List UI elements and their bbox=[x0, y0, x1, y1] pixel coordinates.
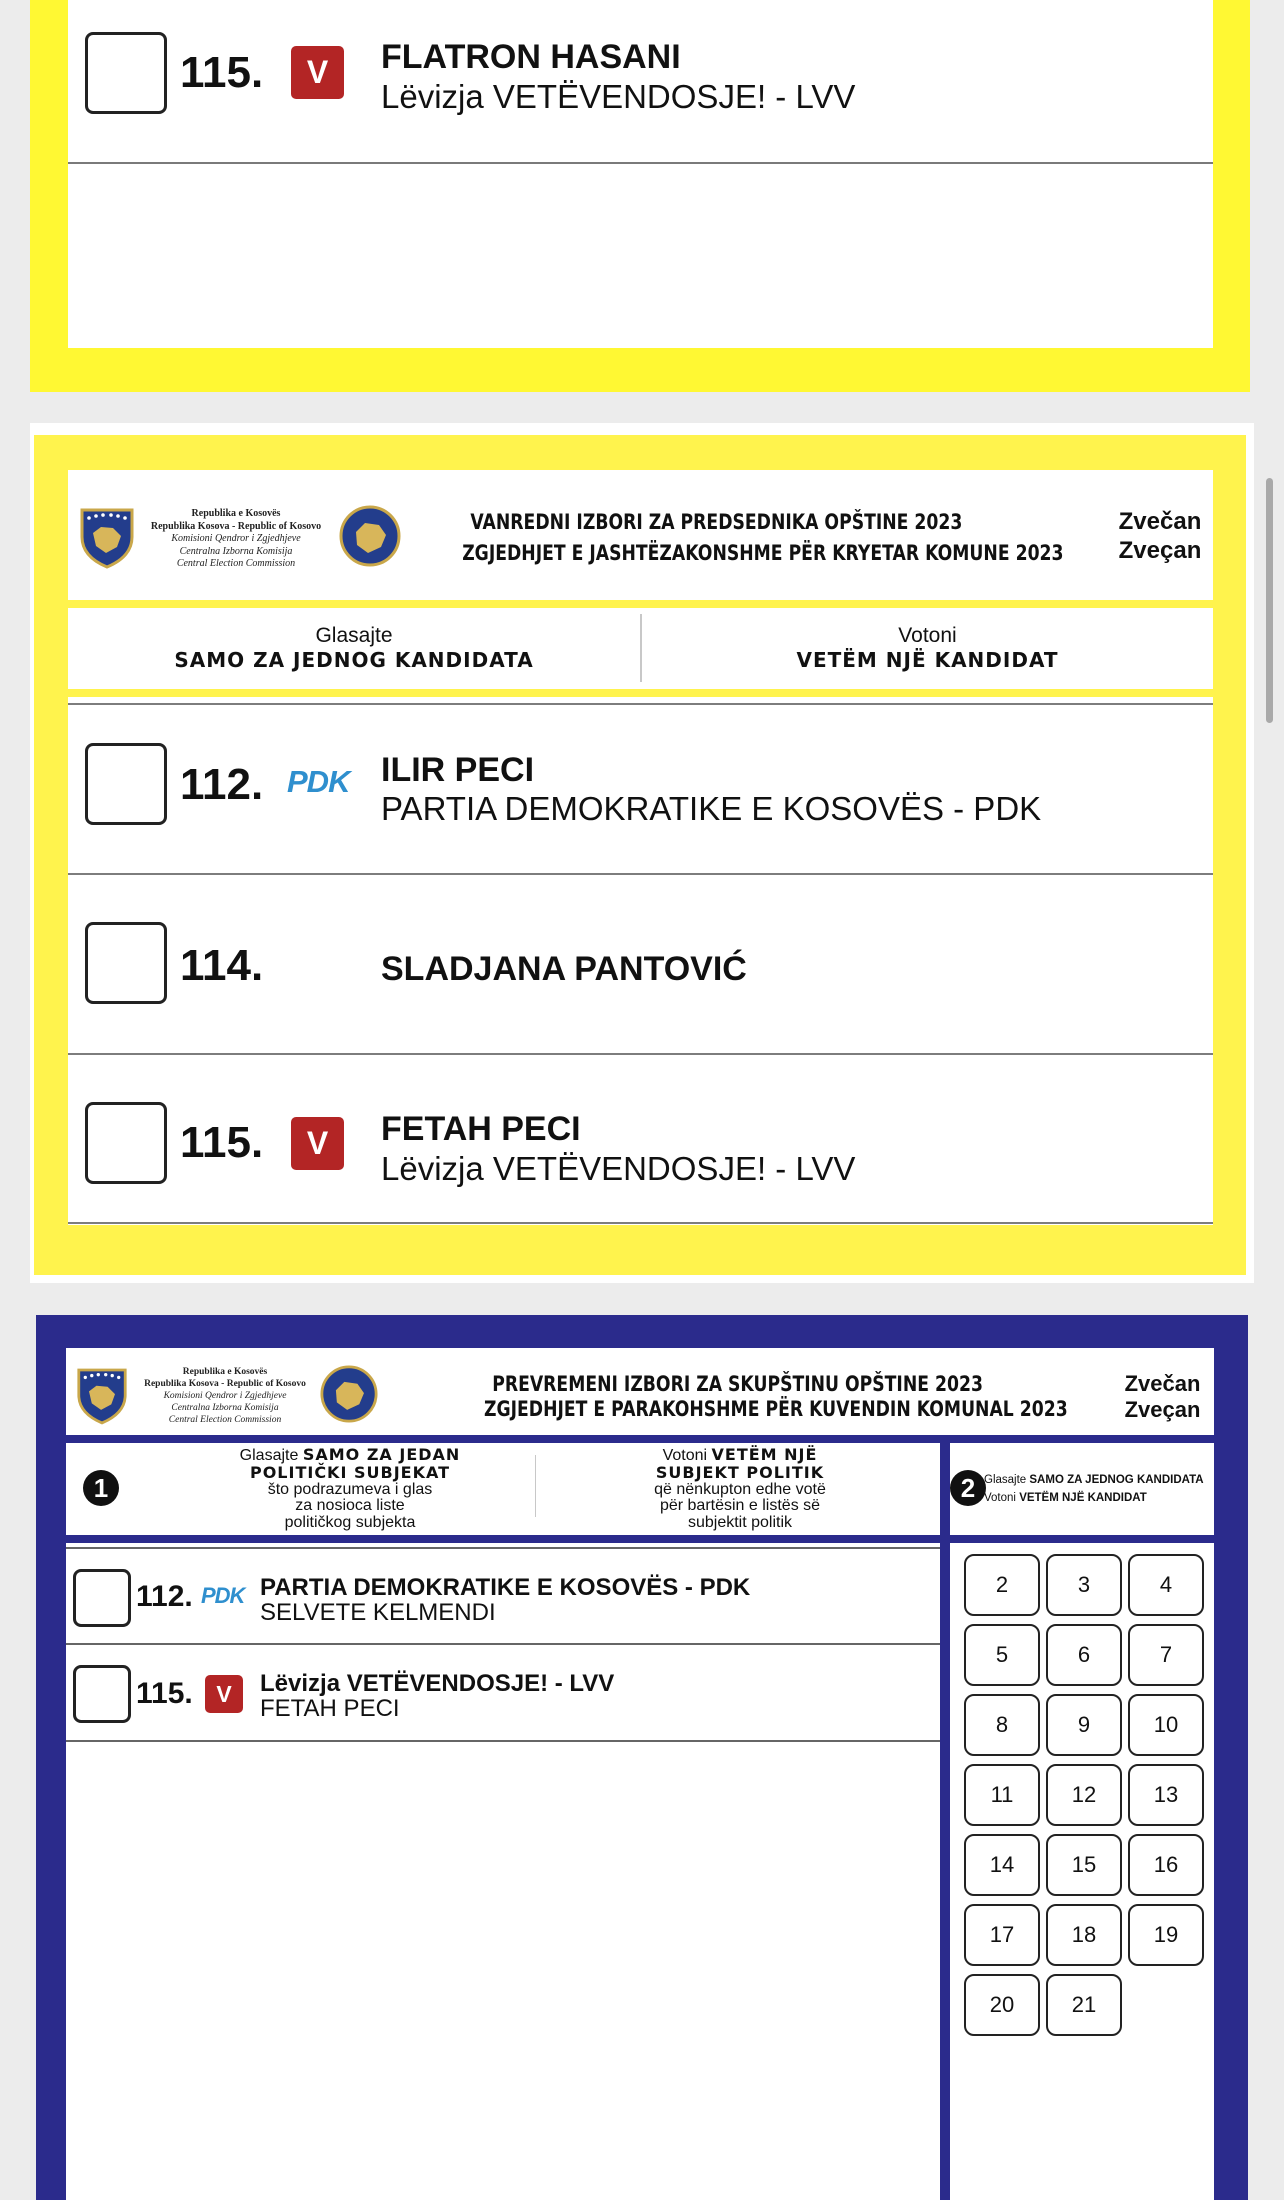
candidate-name: SLADJANA PANTOVIĆ bbox=[381, 950, 747, 988]
candidate-number-box[interactable]: 8 bbox=[964, 1694, 1040, 1756]
institution-name: Republika e Kosovës Republika Kosova - Republic of Kosovo Komisioni Qendror i Zgjedhjeve Centralna Izborna Komisija Central Election Commission bbox=[144, 1367, 306, 1425]
instruction-divider bbox=[535, 1455, 536, 1517]
ballot-title-sr: VANREDNI IZBORI ZA PREDSEDNIKA OPŠTINE 2023 bbox=[470, 510, 963, 534]
candidate-number: 114. bbox=[180, 941, 264, 990]
candidate-number-box[interactable]: 14 bbox=[964, 1834, 1040, 1896]
row-divider bbox=[66, 1740, 940, 1742]
lvv-logo-icon: V bbox=[205, 1675, 243, 1713]
candidate-number-box[interactable]: 3 bbox=[1046, 1554, 1122, 1616]
instruction-sr: Glasajte SAMO ZA JEDNOG KANDIDATA bbox=[174, 624, 534, 672]
entity-party: PARTIA DEMOKRATIKE E KOSOVËS - PDK bbox=[260, 1574, 751, 1601]
vote-checkbox-112[interactable] bbox=[73, 1569, 131, 1627]
candidate-number-box[interactable]: 20 bbox=[964, 1974, 1040, 2036]
step-1-instruction-sq: Votoni VETËM NJË SUBJEKT POLITIK që nënkupton edhe votë për bartësin e listës së subjektit politik bbox=[654, 1445, 826, 1532]
entity-list-leader: SELVETE KELMENDI bbox=[260, 1599, 496, 1626]
candidate-number-box[interactable]: 13 bbox=[1128, 1764, 1204, 1826]
vote-checkbox-112[interactable] bbox=[85, 743, 167, 825]
step-1-badge: 1 bbox=[83, 1470, 119, 1506]
candidate-number-box[interactable]: 5 bbox=[964, 1624, 1040, 1686]
header-band bbox=[950, 1535, 1214, 1543]
candidate-number-box[interactable]: 18 bbox=[1046, 1904, 1122, 1966]
entity-party: Lëvizja VETËVENDOSJE! - LVV bbox=[260, 1670, 615, 1697]
header-band bbox=[68, 689, 1213, 697]
candidate-name: FETAH PECI bbox=[381, 1110, 581, 1148]
candidate-number: 112. bbox=[180, 760, 264, 809]
candidate-party: Lëvizja VETËVENDOSJE! - LVV bbox=[381, 78, 856, 115]
ballot-title-sq: ZGJEDHJET E JASHTËZAKONSHME PËR KRYETAR KOMUNE 2023 bbox=[462, 541, 1064, 565]
candidate-number-box[interactable]: 19 bbox=[1128, 1904, 1204, 1966]
scrollbar[interactable] bbox=[1266, 478, 1273, 723]
column-divider bbox=[940, 1443, 950, 2200]
step-1-instruction-sr: Glasajte SAMO ZA JEDAN POLITIČKI SUBJEKAT što podrazumeva i glas za nosioca liste političkog subjekta bbox=[239, 1445, 461, 1532]
candidate-number-box[interactable]: 10 bbox=[1128, 1694, 1204, 1756]
candidate-number-box[interactable]: 4 bbox=[1128, 1554, 1204, 1616]
ballot-body-mayor bbox=[68, 470, 1213, 1225]
kosovo-coat-of-arms-icon bbox=[79, 507, 135, 569]
row-divider bbox=[68, 162, 1213, 164]
candidate-number: 115. bbox=[180, 1118, 264, 1167]
ballot-title-sr: PREVREMENI IZBORI ZA SKUPŠTINU OPŠTINE 2023 bbox=[492, 1372, 983, 1396]
cec-seal-icon bbox=[320, 1365, 378, 1423]
row-divider bbox=[68, 1222, 1213, 1224]
municipality-name: Zvečan Zveçan bbox=[1124, 1371, 1201, 1423]
pdk-logo-icon: PDK bbox=[287, 764, 350, 799]
entity-list-leader: FETAH PECI bbox=[260, 1695, 400, 1722]
candidate-number-box[interactable]: 15 bbox=[1046, 1834, 1122, 1896]
vote-checkbox-115[interactable] bbox=[85, 32, 167, 114]
header-band bbox=[68, 600, 1213, 608]
kosovo-coat-of-arms-icon bbox=[76, 1367, 128, 1425]
step-2-badge: 2 bbox=[950, 1470, 986, 1506]
institution-name: Republika e Kosovës Republika Kosova - Republic of Kosovo Komisioni Qendror i Zgjedhjeve Centralna Izborna Komisija Central Election Commission bbox=[150, 508, 322, 569]
entity-number: 115. bbox=[136, 1677, 193, 1710]
ballot-title-sq: ZGJEDHJET E PARAKOHSHME PËR KUVENDIN KOMUNAL 2023 bbox=[484, 1397, 1068, 1421]
row-divider bbox=[68, 873, 1213, 875]
candidate-number-box[interactable]: 6 bbox=[1046, 1624, 1122, 1686]
candidate-number-box[interactable]: 2 bbox=[964, 1554, 1040, 1616]
header-band bbox=[66, 1435, 1214, 1443]
row-divider bbox=[66, 1547, 940, 1549]
candidate-number: 115. bbox=[180, 48, 264, 97]
pdk-logo-icon: PDK bbox=[201, 1583, 245, 1608]
entity-number: 112. bbox=[136, 1580, 193, 1613]
candidate-name: ILIR PECI bbox=[381, 751, 535, 789]
vote-checkbox-115[interactable] bbox=[85, 1102, 167, 1184]
vote-checkbox-114[interactable] bbox=[85, 922, 167, 1004]
cec-seal-icon bbox=[339, 505, 401, 567]
candidate-number-box[interactable]: 11 bbox=[964, 1764, 1040, 1826]
vote-checkbox-115[interactable] bbox=[73, 1665, 131, 1723]
lvv-logo-icon: V bbox=[291, 46, 344, 99]
header-band bbox=[66, 1535, 940, 1543]
candidate-number-box[interactable]: 21 bbox=[1046, 1974, 1122, 2036]
step-2-instruction: Glasajte SAMO ZA JEDNOG KANDIDATA Votoni VETËM NJË KANDIDAT bbox=[984, 1474, 1204, 1504]
municipality-name: Zvečan Zveçan bbox=[1118, 508, 1202, 564]
candidate-number-box[interactable]: 7 bbox=[1128, 1624, 1204, 1686]
instruction-sq: Votoni VETËM NJË KANDIDAT bbox=[796, 624, 1059, 672]
candidate-number-box[interactable]: 16 bbox=[1128, 1834, 1204, 1896]
candidate-number-box[interactable]: 17 bbox=[964, 1904, 1040, 1966]
row-divider bbox=[66, 1643, 940, 1645]
candidate-number-box[interactable]: 9 bbox=[1046, 1694, 1122, 1756]
candidate-number-box[interactable]: 12 bbox=[1046, 1764, 1122, 1826]
candidate-party: Lëvizja VETËVENDOSJE! - LVV bbox=[381, 1150, 856, 1187]
candidate-party: PARTIA DEMOKRATIKE E KOSOVËS - PDK bbox=[381, 790, 1042, 827]
candidate-name: FLATRON HASANI bbox=[381, 38, 681, 76]
row-divider bbox=[68, 703, 1213, 705]
lvv-logo-icon: V bbox=[291, 1117, 344, 1170]
row-divider bbox=[68, 1053, 1213, 1055]
